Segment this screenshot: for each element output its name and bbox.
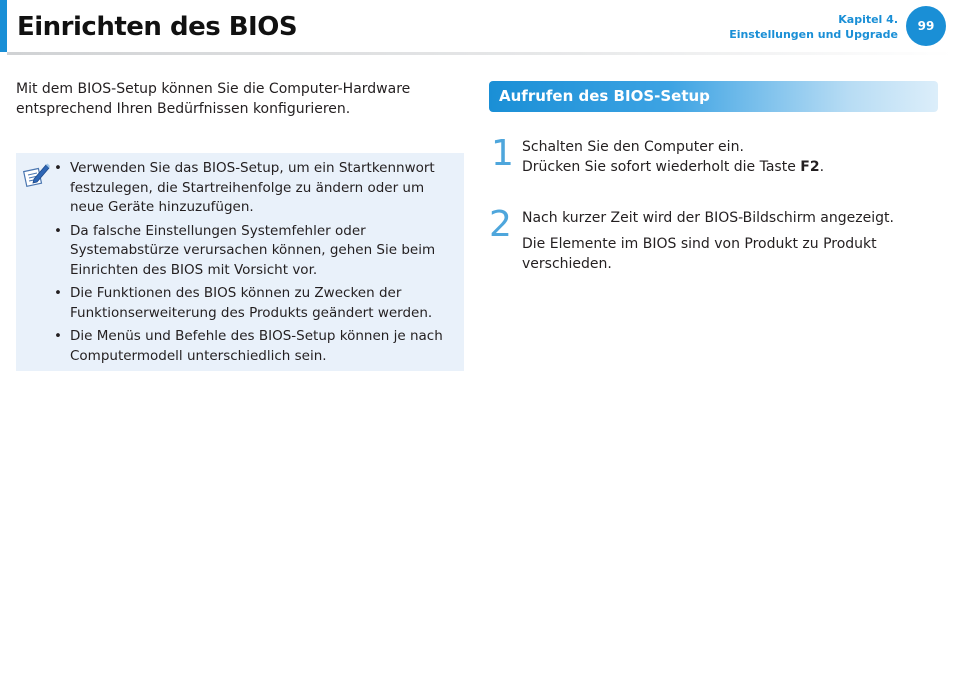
chapter-number: Kapitel 4. [838, 13, 898, 26]
step-2-line-2: Die Elemente im BIOS sind von Produkt zu Produkt verschieden. [522, 236, 877, 272]
header-accent-bar [0, 0, 7, 52]
step-1-line-1: Schalten Sie den Computer ein. [522, 139, 744, 155]
key-f2: F2 [800, 159, 820, 175]
page-number-badge: 99 [906, 6, 946, 46]
note-item: • Die Funktionen des BIOS können zu Zwecken der Funktionserweiterung des Produkts geändert werden. [54, 285, 433, 321]
note-item: • Die Menüs und Befehle des BIOS-Setup können je nach Computermodell unterschiedlich sein. [54, 328, 443, 364]
step-number-1: 1 [491, 133, 514, 174]
header-divider [7, 52, 954, 55]
intro-paragraph [16, 79, 446, 119]
chapter-label [729, 12, 898, 42]
step-1-line-2: Drücken Sie sofort wiederholt die Taste [522, 159, 801, 175]
note-list [54, 159, 460, 370]
intro-line-1: Mit dem BIOS-Setup können Sie die Computer-Hardware [16, 81, 411, 97]
section-header: Aufrufen des BIOS-Setup [489, 81, 938, 112]
step-1-text: Schalten Sie den Computer ein. Drücken Sie sofort wiederholt die Taste F2. [522, 139, 825, 175]
chapter-title: Einstellungen und Upgrade [729, 28, 898, 41]
page-title: Einrichten des BIOS [17, 12, 298, 42]
step-2-line-1: Nach kurzer Zeit wird der BIOS-Bildschirm angezeigt. [522, 210, 894, 226]
intro-line-2: entsprechend Ihren Bedürfnissen konfigurieren. [16, 101, 351, 117]
step-number-2: 2 [489, 204, 512, 245]
note-box [16, 153, 464, 371]
note-pencil-icon [22, 162, 50, 188]
note-item: • Verwenden Sie das BIOS-Setup, um ein Startkennwort festzulegen, die Startreihenfolge zu ändern oder um neue Geräte hinzuzufügen. [54, 160, 435, 215]
note-item: • Da falsche Einstellungen Systemfehler oder Systemabstürze verursachen können, gehen Sie beim Einrichten des BIOS mit Vorsicht vor. [54, 222, 436, 278]
